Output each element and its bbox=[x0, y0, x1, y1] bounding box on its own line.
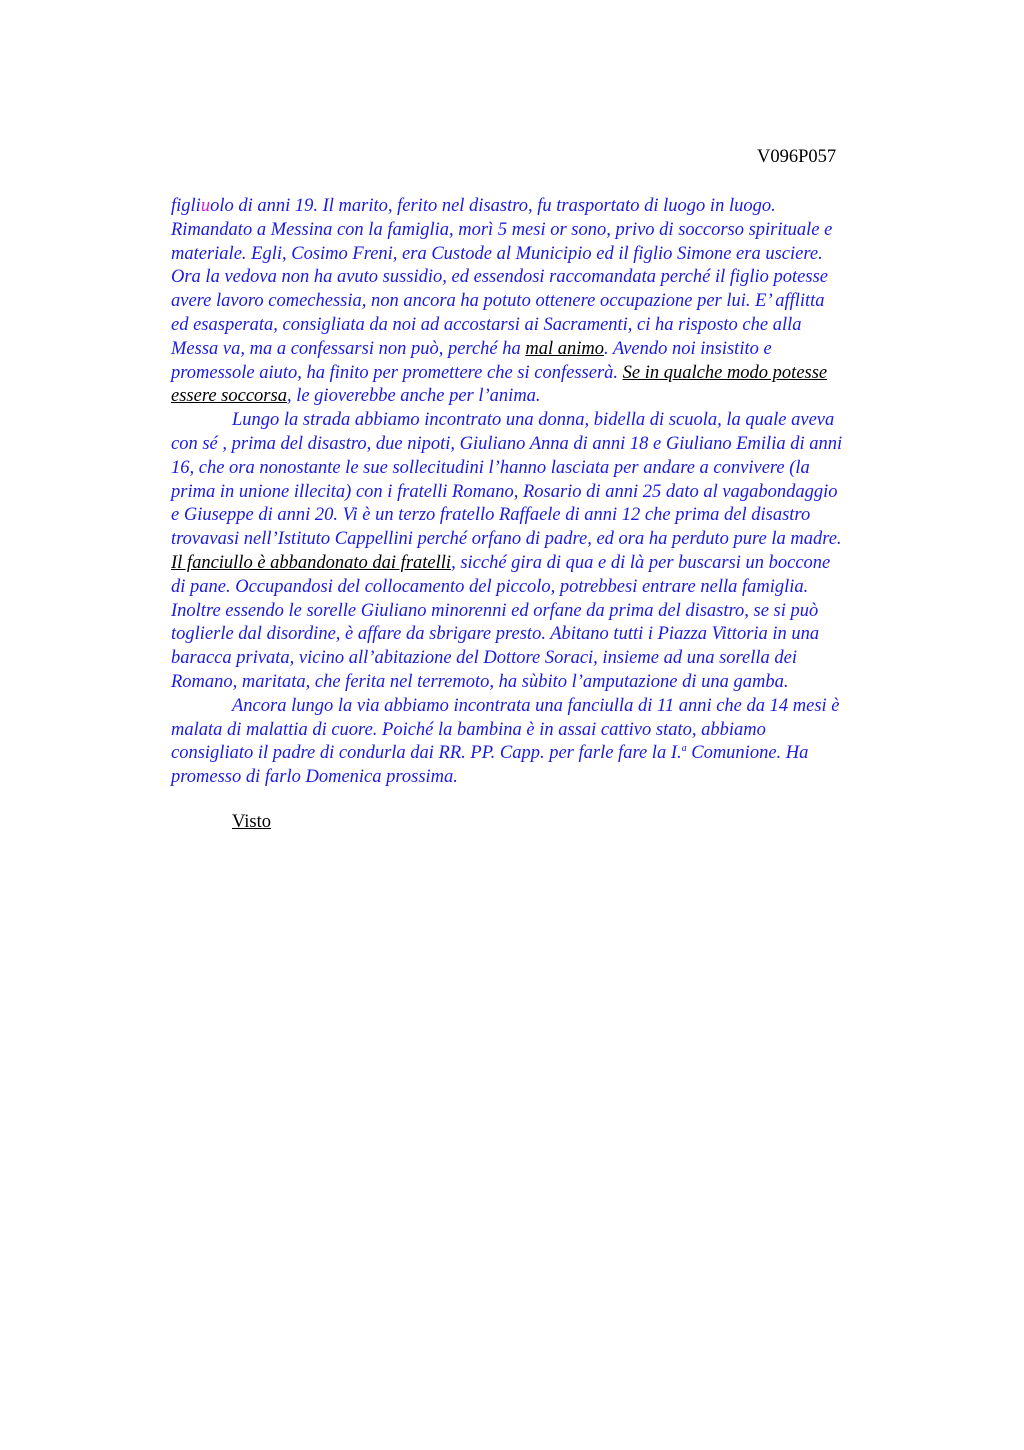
text-fragment: Messa va, ma a confessarsi non può, perché ha bbox=[171, 338, 526, 359]
text-line: di pane. Occupandosi del collocamento del piccolo, potrebbesi entrare nella famiglia. bbox=[171, 576, 809, 597]
text-fragment: promessole aiuto, ha finito per promettere che si confesserà. bbox=[171, 362, 623, 383]
text-line bbox=[171, 362, 926, 386]
text-line: toglierle dal disordine, è affare da sbrigare presto. Abitano tutti i Piazza Vittoria in una bbox=[171, 624, 820, 645]
underlined-phrase: essere soccorsa bbox=[171, 386, 287, 407]
text-fragment: figli bbox=[171, 196, 201, 216]
text-line: promesso di farlo Domenica prossima. bbox=[171, 767, 458, 788]
underlined-phrase: mal animo bbox=[525, 338, 604, 359]
text-fragment: . Avendo noi insistito e bbox=[604, 338, 772, 359]
text-line: materiale. Egli, Cosimo Freni, era Custode al Municipio ed il figlio Simone era usciere. bbox=[171, 243, 823, 264]
underlined-phrase: Il fanciullo è abbandonato dai fratelli bbox=[171, 552, 452, 573]
ordinal-superscript: a bbox=[681, 743, 687, 755]
text-line: Ora la vedova non ha avuto sussidio, ed essendosi raccomandata perché il figlio potesse bbox=[171, 267, 829, 288]
text-line: trovavasi nell’Istituto Cappellini perché orfano di padre, ed ora ha perduto pure la madre. bbox=[171, 529, 842, 550]
text-line bbox=[171, 742, 926, 766]
text-line bbox=[171, 552, 926, 576]
text-line: 16, che ora nonostante le sue sollecitudini l’hanno lasciata per andare a convivere (la bbox=[171, 457, 810, 478]
text-line: Romano, maritata, che ferita nel terremoto, ha sùbito l’amputazione di una gamba. bbox=[171, 671, 789, 692]
text-line bbox=[171, 385, 926, 409]
text-fragment: , sicché gira di qua e di là per buscarsi un boccone bbox=[451, 552, 831, 573]
text-line: Inoltre essendo le sorelle Giuliano minorenni ed orfane da prima del disastro, se si può bbox=[171, 600, 819, 621]
highlighted-letter: u bbox=[200, 196, 211, 216]
text-line: ed esasperata, consigliata da noi ad accostarsi ai Sacramenti, ci ha risposto che alla bbox=[171, 314, 802, 335]
text-line bbox=[171, 195, 926, 219]
page-id: V096P057 bbox=[757, 147, 837, 167]
text-line: Lungo la strada abbiamo incontrato una donna, bidella di scuola, la quale aveva bbox=[232, 410, 835, 431]
text-line: Ancora lungo la via abbiamo incontrata una fanciulla di 11 anni che da 14 mesi è bbox=[232, 695, 840, 716]
text-fragment: consigliato il padre di condurla dai RR. PP. Capp. per farle fare la I. bbox=[171, 743, 682, 764]
document-body bbox=[171, 195, 926, 790]
text-line bbox=[171, 338, 926, 362]
text-line: e Giuseppe di anni 20. Vi è un terzo fratello Raffaele di anni 12 che prima del disastro bbox=[171, 505, 811, 526]
text-line: baracca privata, vicino all’abitazione del Dottore Soraci, insieme ad una sorella dei bbox=[171, 648, 797, 669]
text-line: Rimandato a Messina con la famiglia, morì 5 mesi or sono, privo di soccorso spirituale e bbox=[171, 219, 833, 240]
underlined-phrase: Se in qualche modo potesse bbox=[622, 362, 828, 383]
text-line: prima in unione illecita) con i fratelli Romano, Rosario di anni 25 dato al vagabondaggio bbox=[171, 481, 838, 502]
text-fragment: Comunione. Ha bbox=[686, 743, 809, 764]
text-line: con sé , prima del disastro, due nipoti, Giuliano Anna di anni 18 e Giuliano Emilia di anni bbox=[171, 433, 843, 454]
text-line: malata di malattia di cuore. Poiché la bambina è in assai cattivo stato, abbiamo bbox=[171, 719, 766, 740]
text-line: avere lavoro comechessia, non ancora ha potuto ottenere occupazione per lui. E’ afflitta bbox=[171, 291, 825, 312]
text-fragment: , le gioverebbe anche per l’anima. bbox=[286, 386, 541, 407]
signature-visto: Visto bbox=[232, 812, 271, 832]
text-fragment: olo di anni 19. Il marito, ferito nel disastro, fu trasportato di luogo in luogo. bbox=[210, 196, 776, 216]
